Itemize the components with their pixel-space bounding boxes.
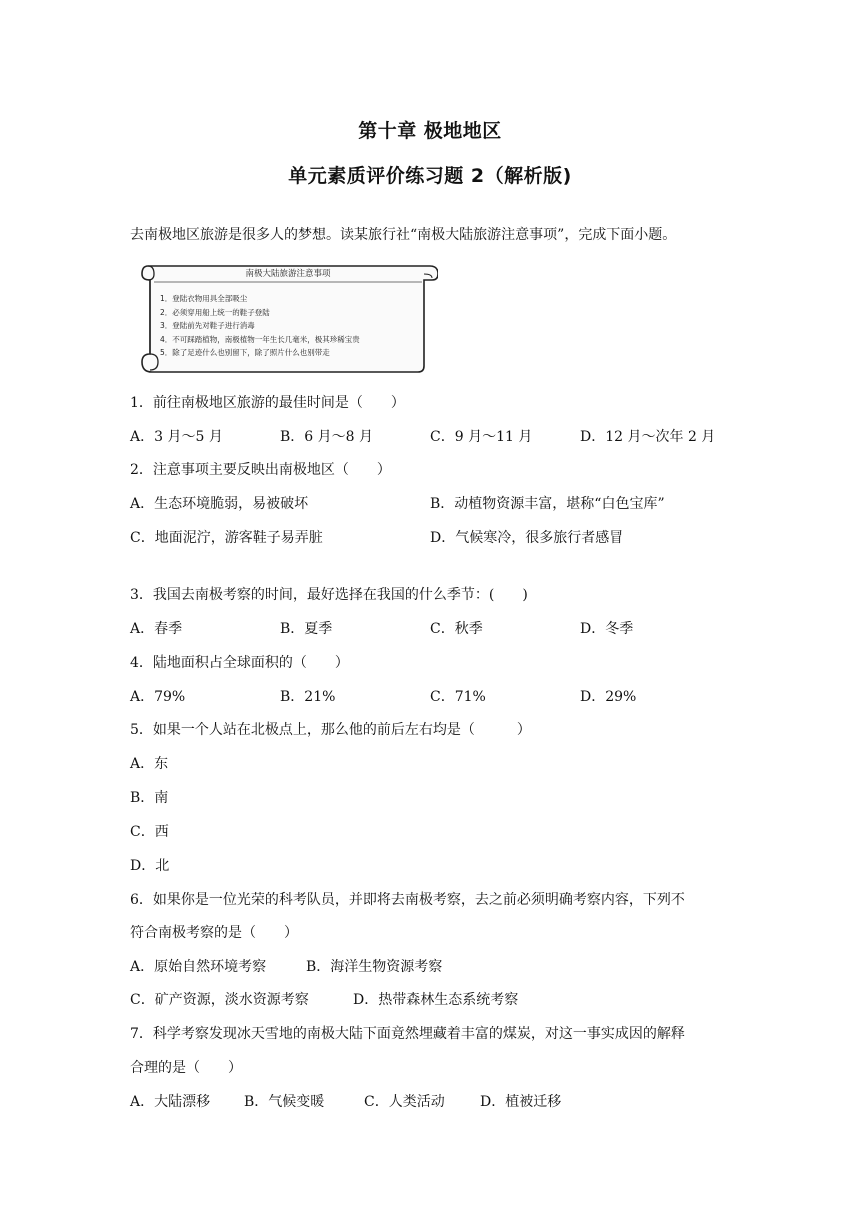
q5-option-c: C．西 <box>130 824 169 840</box>
notice-item: 1．登陆衣物用具全部吸尘 <box>160 294 248 303</box>
q3-option-d: D．冬季 <box>580 621 634 637</box>
question-5-stem: 5．如果一个人站在北极点上，那么他的前后左右均是（ ） <box>130 722 531 738</box>
q7-option-d: D．植被迁移 <box>480 1094 562 1110</box>
q2-option-d: D．气候寒冷，很多旅行者感冒 <box>430 530 624 546</box>
q2-option-c: C．地面泥泞，游客鞋子易弄脏 <box>130 530 323 546</box>
notice-list <box>160 292 360 360</box>
question-6-stem-line-2: 符合南极考察的是（ ） <box>130 925 298 941</box>
q7-option-c: C．人类活动 <box>364 1094 445 1110</box>
notice-scroll-figure <box>138 262 438 374</box>
q1-option-d: D．12 月～次年 2 月 <box>580 429 716 445</box>
q3-option-c: C．秋季 <box>430 621 483 637</box>
q2-option-a: A．生态环境脆弱，易被破坏 <box>130 496 309 512</box>
q1-option-c: C．9 月～11 月 <box>430 429 533 445</box>
notice-title: 南极大陆旅游注意事项 <box>245 269 331 279</box>
q4-option-a: A．79% <box>130 689 186 705</box>
q4-option-d: D．29% <box>580 689 637 705</box>
q4-option-b: B．21% <box>280 689 336 705</box>
q1-option-b: B．6 月～8 月 <box>280 429 374 445</box>
q3-option-a: A．春季 <box>130 621 183 637</box>
q4-option-c: C．71% <box>430 689 486 705</box>
q6-option-d: D．热带森林生态系统考察 <box>353 992 519 1008</box>
page-title: 第十章 极地地区 <box>358 120 502 142</box>
question-2-stem: 2．注意事项主要反映出南极地区（ ） <box>130 462 391 478</box>
notice-item: 5．除了足迹什么也别留下，除了照片什么也别带走 <box>160 348 330 357</box>
notice-item: 3．登陆前先对鞋子进行消毒 <box>160 321 255 330</box>
q6-option-c: C．矿产资源，淡水资源考察 <box>130 992 309 1008</box>
q6-option-b: B．海洋生物资源考察 <box>306 959 443 975</box>
question-3-stem: 3．我国去南极考察的时间，最好选择在我国的什么季节：( ) <box>130 587 528 603</box>
page-subtitle: 单元素质评价练习题 2（解析版) <box>288 165 572 187</box>
q5-option-a: A．东 <box>130 756 169 772</box>
question-4-stem: 4．陆地面积占全球面积的（ ） <box>130 655 349 671</box>
question-1-stem: 1．前往南极地区旅游的最佳时间是（ ） <box>130 395 405 411</box>
q1-option-a: A．3 月～5 月 <box>130 429 223 445</box>
question-7-stem-line-1: 7．科学考察发现冰天雪地的南极大陆下面竟然埋藏着丰富的煤炭，对这一事实成因的解释 <box>130 1026 685 1042</box>
q5-option-b: B．南 <box>130 790 169 806</box>
notice-item: 2．必须穿用船上统一的鞋子登陆 <box>160 307 270 317</box>
q7-option-a: A．大陆漂移 <box>130 1094 211 1110</box>
notice-item: 4．不可踩踏植物，南极植物一年生长几毫米，极其珍稀宝贵 <box>160 334 360 344</box>
question-6-stem-line-1: 6．如果你是一位光荣的科考队员，并即将去南极考察，去之前必须明确考察内容，下列不 <box>130 892 685 908</box>
intro-text: 去南极地区旅游是很多人的梦想。读某旅行社“南极大陆旅游注意事项”，完成下面小题。 <box>130 227 677 243</box>
q2-option-b: B．动植物资源丰富，堪称“白色宝库” <box>430 496 665 512</box>
q6-option-a: A．原始自然环境考察 <box>130 959 267 975</box>
q5-option-d: D．北 <box>130 858 170 874</box>
q7-option-b: B．气候变暖 <box>244 1094 325 1110</box>
question-7-stem-line-2: 合理的是（ ） <box>130 1060 242 1076</box>
q3-option-b: B．夏季 <box>280 621 333 637</box>
